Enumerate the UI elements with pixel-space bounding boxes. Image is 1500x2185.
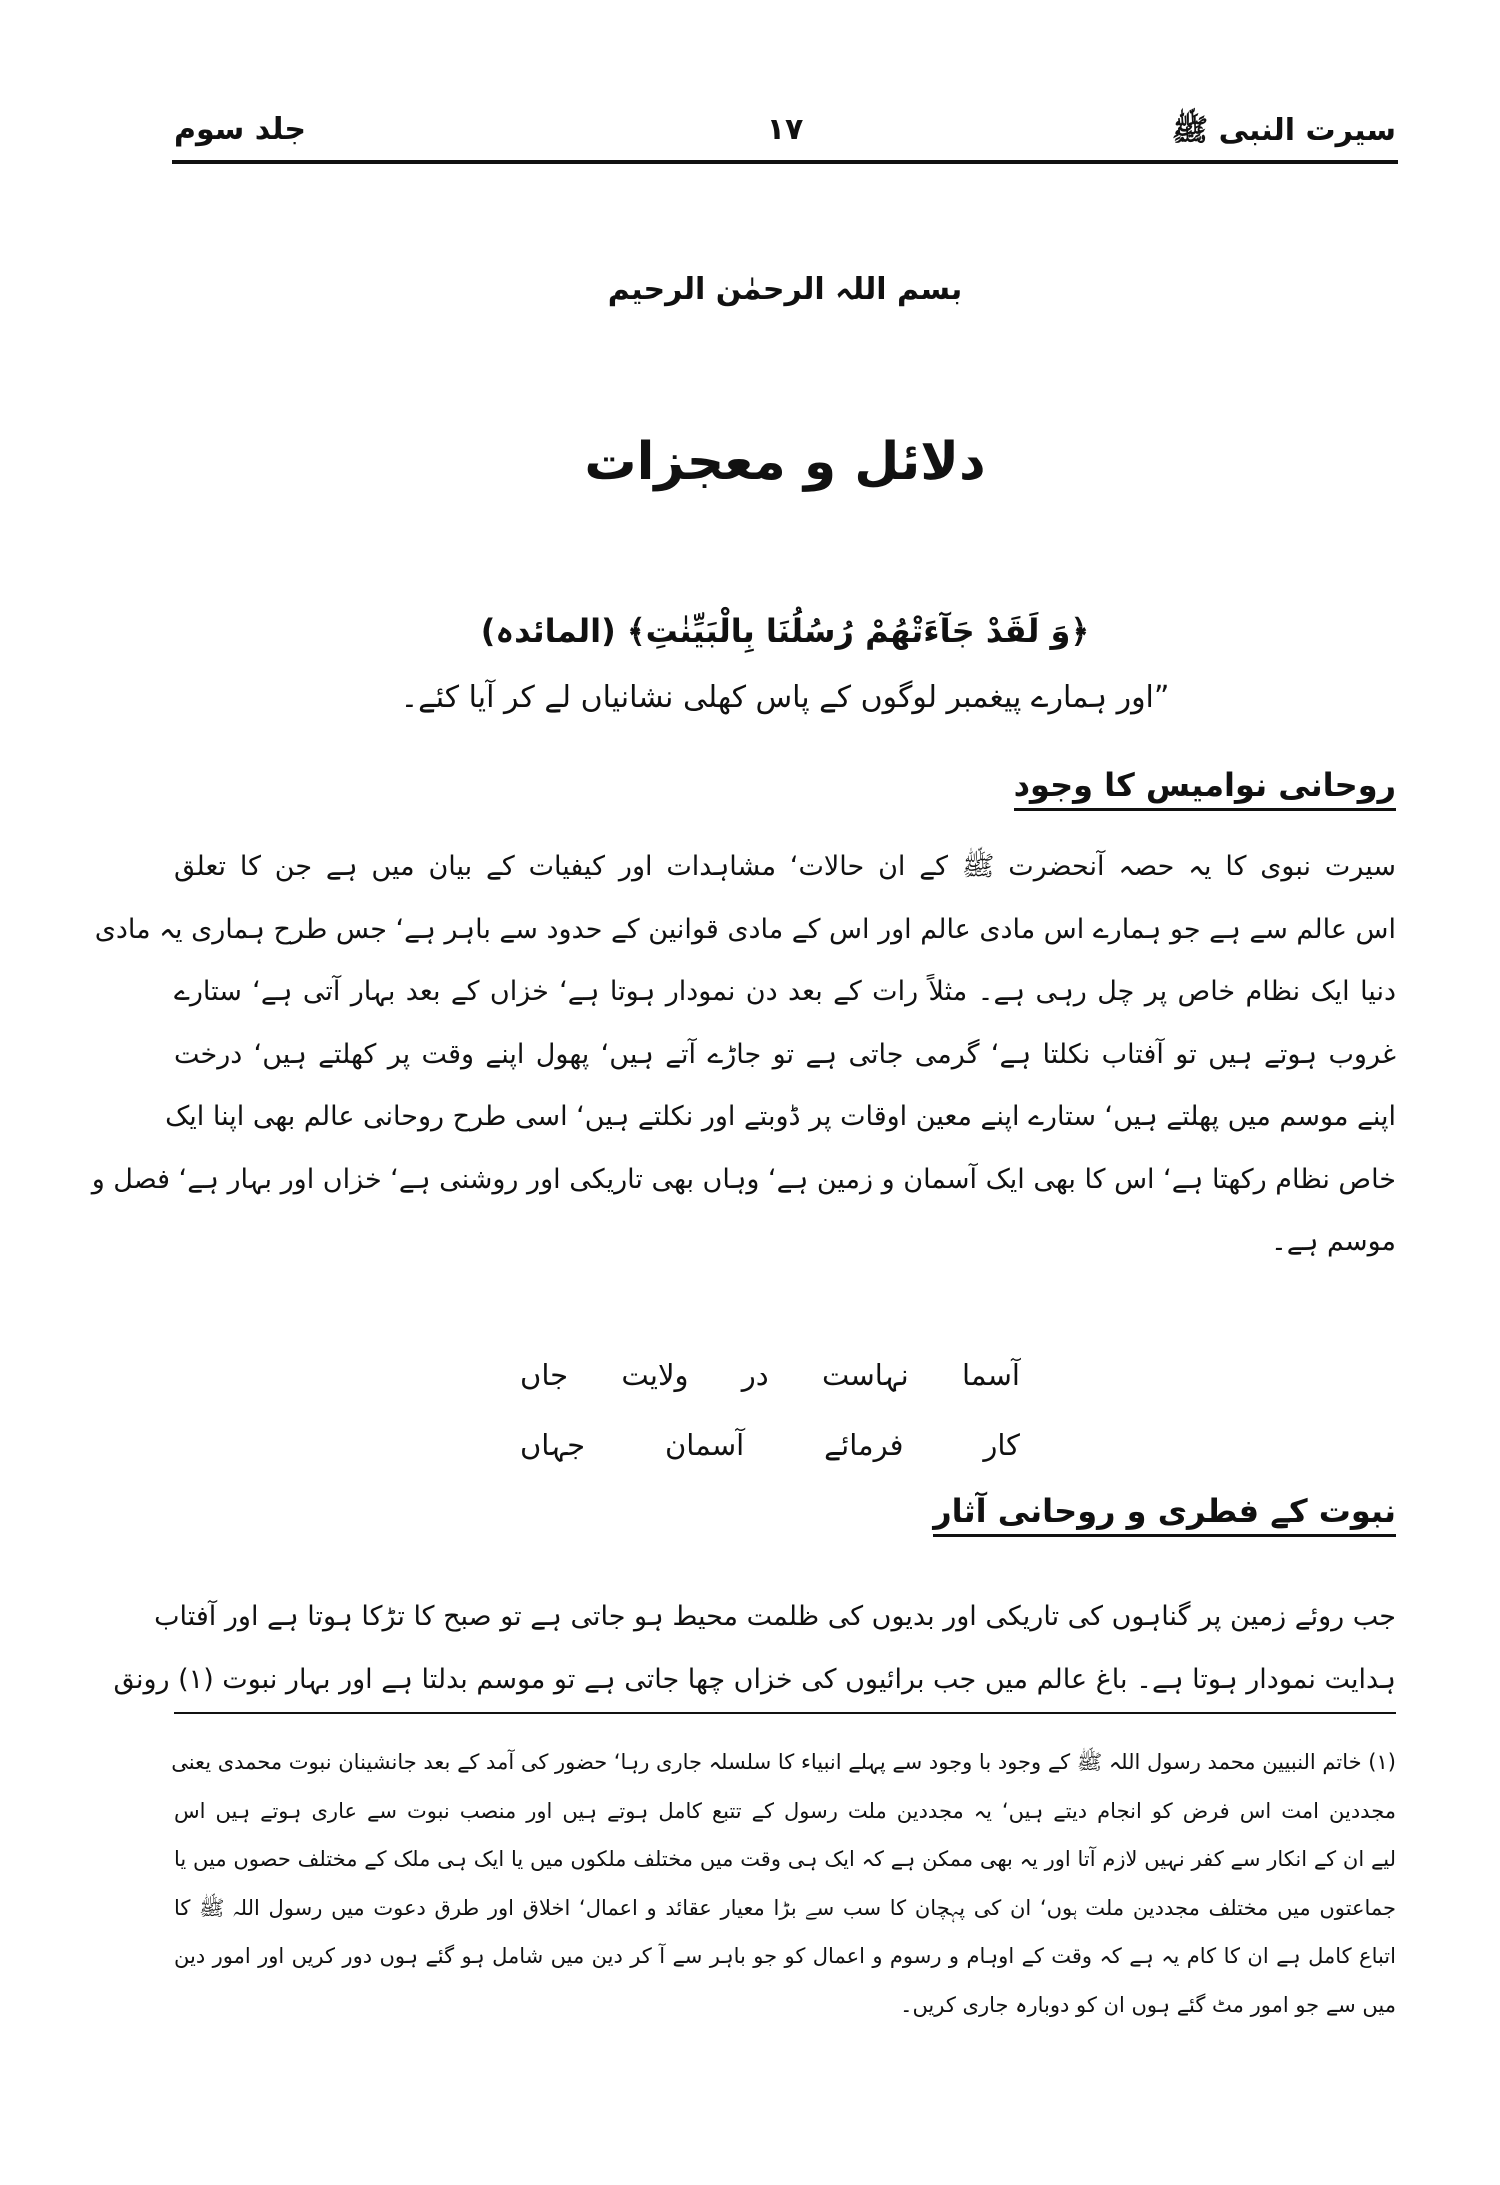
couplet-verse (520, 1340, 1020, 1410)
couplet-word: نہاست (822, 1358, 909, 1392)
footnote-rule (174, 1712, 1396, 1714)
text-line: اپنے موسم میں پھلتے ہیں‘ ستارے اپنے معین اوقات پر ڈوبتے اور نکلتے ہیں‘ اسی طرح روحانی عالم بھی اپنا ایک (165, 1101, 1396, 1132)
couplet-word: کار (983, 1428, 1020, 1462)
section-1-paragraph (91, 836, 1396, 1274)
bismillah: بسم اللہ الرحمٰن الرحیم (607, 272, 963, 307)
couplet-word: آسمان (664, 1428, 745, 1462)
couplet-word: در (741, 1358, 769, 1392)
verse-translation: ”اور ہمارے پیغمبر لوگوں کے پاس کھلی نشانیاں لے کر آیا کئے۔ (400, 680, 1170, 715)
text-line: جماعتوں میں مختلف مجددین ملت ہوں‘ ان کی پہچان کا سب سے بڑا معیار عقائد و اعمال‘ اخلاق اور طرق دعوت میں رسول اللہ ﷺ کا (174, 1895, 1396, 1920)
header-rule (172, 160, 1398, 164)
text-line: موسم ہے۔ (1270, 1226, 1396, 1257)
couplet-word: آسما (962, 1358, 1020, 1392)
text-line: (۱) خاتم النبیین محمد رسول اللہ ﷺ کے وجود با وجود سے پہلے انبیاء کا سلسلہ جاری رہا‘ حضور کی آمد کے بعد جانشینان نبوت محمدی یعنی (171, 1750, 1396, 1774)
couplet-word: ولایت (621, 1358, 689, 1392)
text-line: مجددین امت اس فرض کو انجام دیتے ہیں‘ یہ مجددین ملت رسول کے تتبع کامل ہوتے ہیں اور منصب نبوت سے عاری ہوتے ہیں اس (174, 1798, 1396, 1823)
couplet-word: جاں (520, 1358, 569, 1392)
text-line: ہدایت نمودار ہوتا ہے۔ باغ عالم میں جب برائیوں کی خزاں چھا جاتی ہے تو موسم بدلتا ہے اور بہار نبوت (۱) رونق (113, 1663, 1396, 1695)
section-2-paragraph (113, 1586, 1396, 1711)
text-line: میں سے جو امور مٹ گئے ہوں ان کو دوبارہ جاری کریں۔ (900, 1992, 1396, 2017)
header-book-title: سیرت النبی ﷺ (1171, 113, 1396, 148)
quran-verse: ﴿وَ لَقَدْ جَآءَتْهُمْ رُسُلُنَا بِالْبَیِّنٰتِ﴾ (المائدہ) (480, 612, 1090, 650)
text-line: اتباع کامل ہے ان کا کام یہ ہے کہ وقت کے اوہام و رسوم و اعمال کو جو باہر سے آ کر دین میں شامل ہو گئے ہوں دور کریں اور امور دین (174, 1944, 1396, 1969)
couplet-word: جہاں (520, 1428, 586, 1462)
section-heading-2: نبوت کے فطری و روحانی آثار (933, 1492, 1396, 1537)
text-line: خاص نظام رکھتا ہے‘ اس کا بھی ایک آسمان و زمین ہے‘ وہاں بھی تاریکی اور روشنی ہے‘ خزاں اور بہار ہے‘ فصل و (91, 1163, 1396, 1195)
footnote (171, 1738, 1396, 2030)
text-line: سیرت نبوی کا یہ حصہ آنحضرت ﷺ کے ان حالات‘ مشاہدات اور کیفیات کے بیان میں ہے جن کا تعلق (174, 851, 1396, 882)
text-line: دنیا ایک نظام خاص پر چل رہی ہے۔ مثلاً رات کے بعد دن نمودار ہوتا ہے‘ خزاں کے بعد بہار آتی ہے‘ ستارے (174, 976, 1396, 1007)
text-line: غروب ہوتے ہیں تو آفتاب نکلتا ہے‘ گرمی جاتی ہے تو جاڑے آتے ہیں‘ پھول اپنے وقت پر کھلتے ہیں‘ درخت (174, 1038, 1396, 1070)
text-line: لیے ان کے انکار سے کفر نہیں لازم آتا اور یہ بھی ممکن ہے کہ ایک ہی وقت میں مختلف ملکوں میں یا ایک ہی ملک کے مختلف حصوں میں یا (174, 1847, 1396, 1872)
chapter-title: دلائل و معجزات (584, 432, 986, 492)
text-line: جب روئے زمین پر گناہوں کی تاریکی اور بدیوں کی ظلمت محیط ہو جاتی ہے تو صبح کا تڑکا ہوتا ہے اور آفتاب (154, 1601, 1396, 1632)
running-header (174, 112, 1396, 160)
couplet (520, 1340, 1020, 1480)
header-volume: جلد سوم (174, 112, 306, 147)
section-heading-1: روحانی نوامیس کا وجود (1014, 766, 1396, 811)
couplet-word: فرمائے (824, 1428, 904, 1462)
couplet-verse (520, 1410, 1020, 1480)
text-line: اس عالم سے ہے جو ہمارے اس مادی عالم اور اس کے مادی قوانین کے حدود سے باہر ہے‘ جس طرح ہماری یہ مادی (94, 913, 1396, 945)
page-number: ۱۷ (766, 112, 804, 147)
